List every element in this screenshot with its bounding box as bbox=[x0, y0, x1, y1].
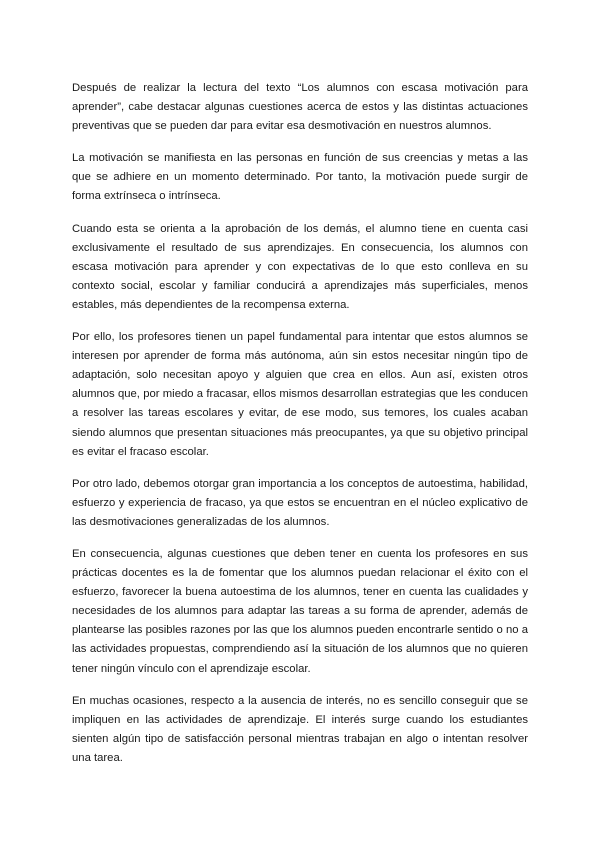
paragraph-6: En consecuencia, algunas cuestiones que deben tener en cuenta los profesores en sus prácticas docentes es la de fomentar que los alumnos puedan relacionar el éxito con el esfuerzo, favorecer la buena autoestima de los alumnos, tener en cuenta las cualidades y necesidades de los alumnos para adaptar las tareas a su forma de aprender, además de plantearse las posibles razones por las que los alumnos pueden encontrarle sentido o no a las actividades propuestas, comprendiendo así la situación de los alumnos que no quieren tener ningún vínculo con el aprendizaje escolar. bbox=[72, 547, 528, 675]
paragraph-1: Después de realizar la lectura del texto “Los alumnos con escasa motivación para aprender”, cabe destacar algunas cuestiones acerca de estos y las distintas actuaciones preventivas que se pueden dar para evitar esa desmotivación en nuestros alumnos. bbox=[72, 82, 528, 133]
paragraph-5: Por otro lado, debemos otorgar gran importancia a los conceptos de autoestima, habilidad, esfuerzo y experiencia de fracaso, ya que estos se encuentran en el núcleo explicativo de las desmotivaciones generalizadas de los alumnos. bbox=[72, 477, 528, 528]
paragraph-7: En muchas ocasiones, respecto a la ausencia de interés, no es sencillo conseguir que se impliquen en las actividades de aprendizaje. El interés surge cuando los estudiantes sienten algún tipo de satisfacción personal mientras trabajan en algo o intentan resolver una tarea. bbox=[72, 694, 528, 764]
paragraph-3: Cuando esta se orienta a la aprobación de los demás, el alumno tiene en cuenta casi exclusivamente el resultado de sus aprendizajes. En consecuencia, los alumnos con escasa motivación para aprender y con expectativas de lo que esto conlleva en su contexto social, escolar y familiar conducirá a aprendizajes más superficiales, menos estables, más dependientes de la recompensa externa. bbox=[72, 222, 528, 311]
document-body bbox=[72, 79, 528, 781]
paragraph-2: La motivación se manifiesta en las personas en función de sus creencias y metas a las que se adhiere en un momento determinado. Por tanto, la motivación puede surgir de forma extrínseca o intrínseca. bbox=[72, 152, 528, 203]
paragraph-4: Por ello, los profesores tienen un papel fundamental para intentar que estos alumnos se interesen por aprender de forma más autónoma, aún sin estos necesitar ningún tipo de adaptación, solo necesitan apoyo y alguien que crea en ellos. Aun así, existen otros alumnos que, por miedo a fracasar, ellos mismos desarrollan estrategias que les conducen a resolver las tareas escolares y evitar, de ese modo, sus temores, los cuales acaban siendo alumnos que presentan situaciones más preocupantes, ya que su objetivo principal es evitar el fracaso escolar. bbox=[72, 331, 528, 458]
